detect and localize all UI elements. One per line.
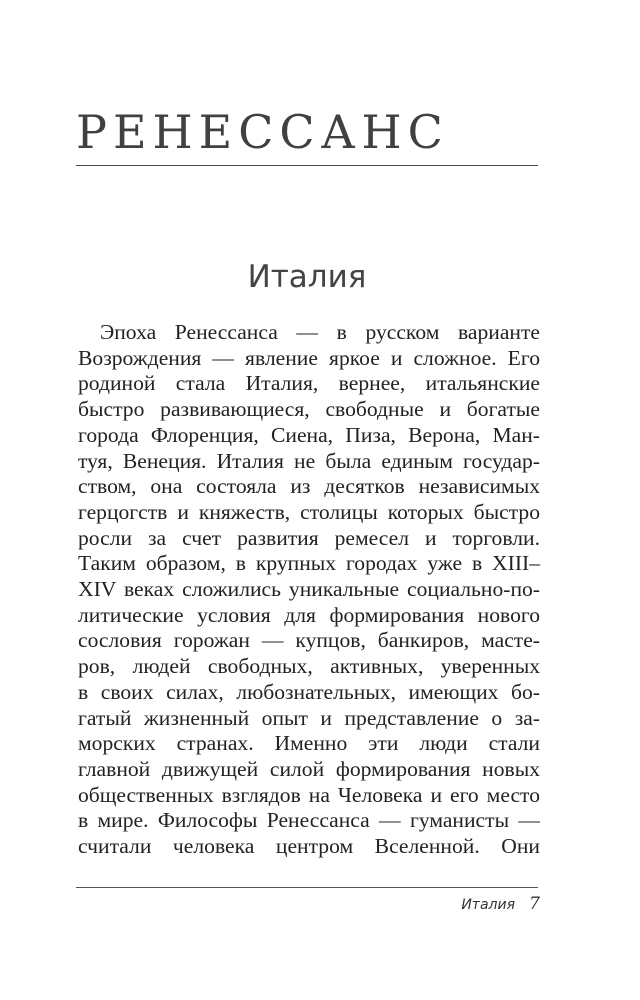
chapter-title: РЕНЕССАНС bbox=[76, 105, 449, 159]
chapter-title-rule bbox=[76, 165, 538, 166]
running-head: Италия bbox=[461, 897, 515, 913]
body-line: Таким образом, в крупных городах уже в XIII– bbox=[78, 551, 540, 576]
body-line: Возрождения — явление яркое и сложное. Его bbox=[78, 345, 540, 370]
section-heading: Италия bbox=[247, 259, 367, 295]
body-line: Эпоха Ренессанса — в русском варианте bbox=[100, 320, 540, 344]
body-line: ров, людей свободных, активных, уверенных bbox=[78, 654, 540, 679]
body-line: быстро развивающиеся, свободные и богатые bbox=[78, 397, 540, 422]
footer-rule bbox=[76, 887, 538, 888]
body-line: росли за счет развития ремесел и торговли. bbox=[78, 525, 540, 550]
body-line: родиной стала Италия, вернее, итальянские bbox=[78, 371, 540, 396]
body-line: общественных взглядов на Человека и его место bbox=[78, 782, 540, 807]
page-number: 7 bbox=[529, 894, 540, 914]
body-line: морских странах. Именно эти люди стали bbox=[78, 731, 540, 756]
body-line: туя, Венеция. Италия не была единым государ- bbox=[78, 448, 540, 473]
body-line: сословия горожан — купцов, банкиров, масте- bbox=[78, 628, 540, 653]
body-line: города Флоренция, Сиена, Пиза, Верона, Ман- bbox=[78, 422, 540, 447]
body-line: ством, она состояла из десятков независимых bbox=[78, 474, 540, 499]
body-line: в своих силах, любознательных, имеющих бо- bbox=[78, 679, 540, 704]
body-line: герцогств и княжеств, столицы которых быстро bbox=[78, 499, 540, 524]
body-line: литические условия для формирования нового bbox=[78, 602, 540, 627]
body-line: гатый жизненный опыт и представление о за- bbox=[78, 705, 540, 730]
body-line: главной движущей силой формирования новых bbox=[78, 756, 540, 781]
body-line: считали человека центром Вселенной. Они bbox=[78, 834, 540, 859]
body-text bbox=[78, 320, 540, 860]
body-line: XIV веках сложились уникальные социально-по- bbox=[78, 577, 540, 602]
body-line: в мире. Философы Ренессанса — гуманисты — bbox=[78, 808, 540, 833]
